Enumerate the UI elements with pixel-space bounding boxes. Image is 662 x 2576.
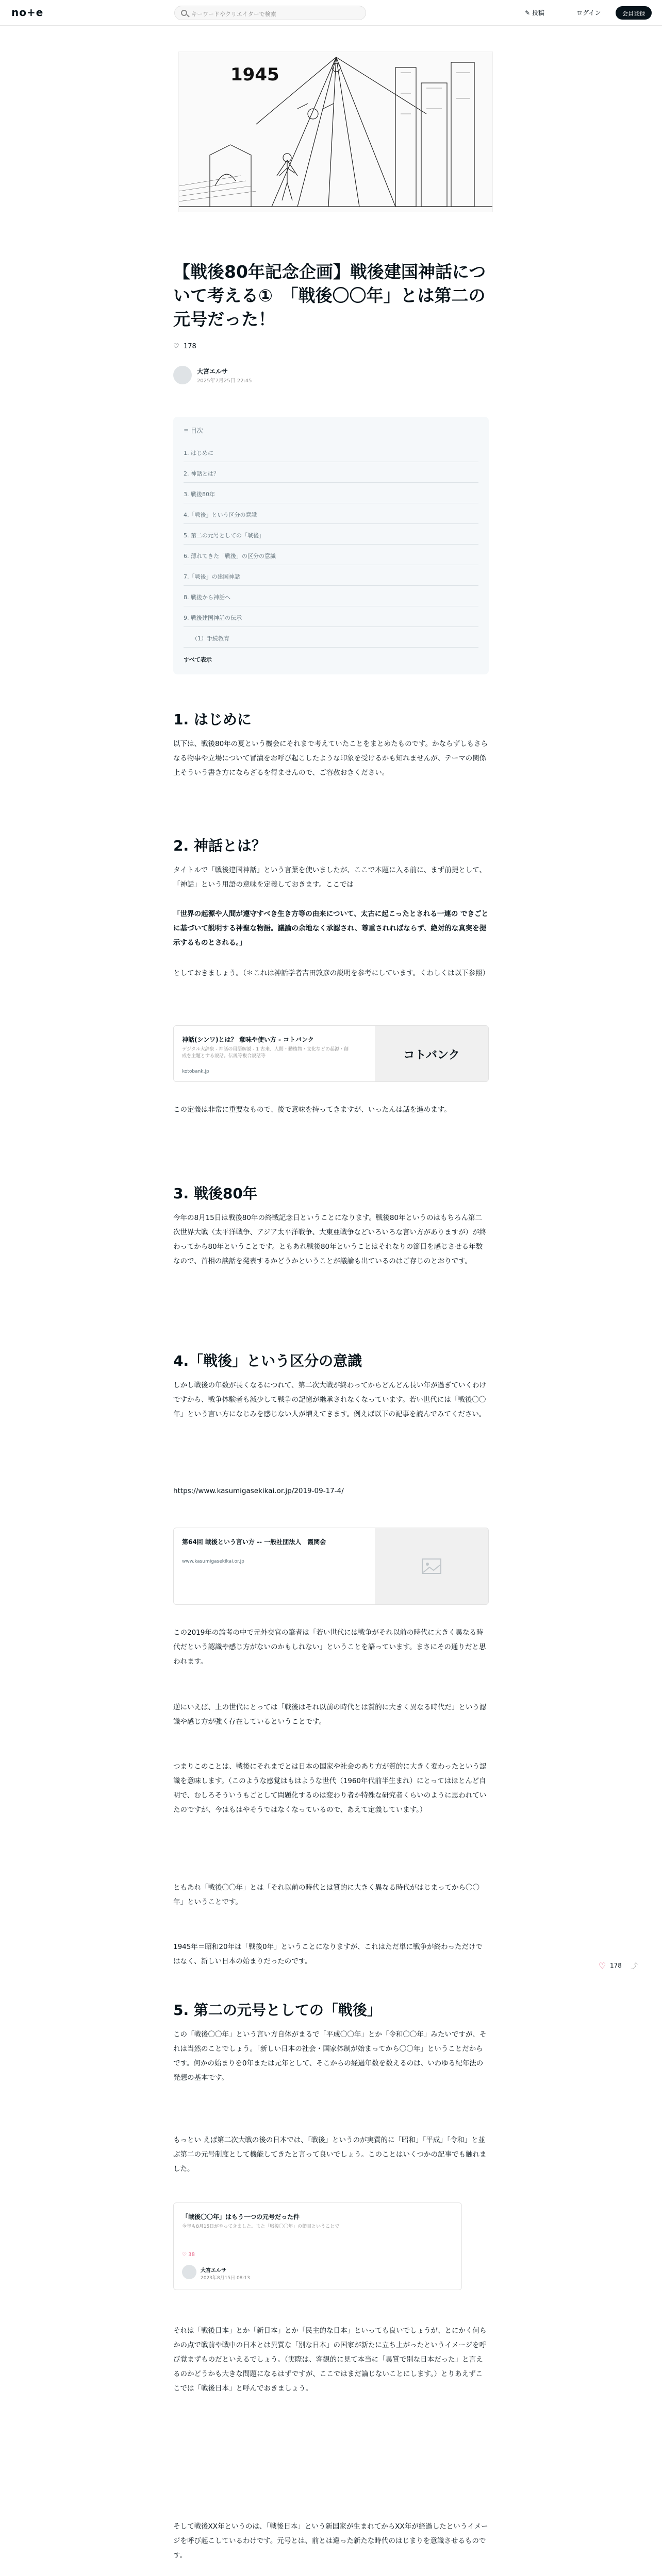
paragraph: ともあれ「戦後〇〇年」とは「それ以前の時代とは質的に大きく異なる時代がはじまってから〇〇年」ということです。	[173, 1884, 479, 1906]
avatar	[182, 2265, 196, 2279]
post-button[interactable]	[525, 8, 544, 17]
toc-heading	[184, 426, 203, 435]
publish-date: 2025年7月25日 22:45	[197, 378, 252, 384]
paragraph: としておきましょう。（＊これは神話学者吉田敦彦の説明を参考にしています。くわしくは以下参照）	[173, 969, 490, 977]
paragraph: この「戦後〇〇年」という言い方自体がまるで「平成〇〇年」とか「令和〇〇年」みたいですが、それは当然のことでしょう。「新しい日本の社会・国家体制が始まってから〇〇年」ということだからです。何かの始まりを0年または元年として、そこからの経過年数を数えるのは、いわゆる紀年法の発想の基本です。	[173, 2030, 487, 2082]
paragraph: つまりこのことは、戦後にそれまでとは日本の国家や社会のあり方が質的に大きく変わったという認識を意味します。（このような感覚はもはような世代（1960年代前半生まれ）にとってはほとんど自明で、むしろそういうもごとして問題化するのは変わり者か特殊な研究者くらいのように思われていたのですが、今はもはやそうではなくなっているので、あえて定義しています。）	[173, 1762, 487, 1814]
section-heading: 5. 第二の元号としての「戦後」	[173, 2002, 382, 2019]
post-label: 投稿	[532, 9, 544, 16]
paragraph: そして戦後XX年というのは、「戦後日本」という新国家が生まれてからXX年が経過したというイメージを呼び起こしているわけです。元号とは、前とは違った新たな時代のはじまりを意識させるものです。	[173, 2522, 488, 2560]
signup-button[interactable]: 会員登録	[616, 6, 652, 20]
image-placeholder-icon	[375, 1528, 488, 1605]
embed-like-count: 38	[188, 2252, 195, 2258]
paragraph: 逆にいえば、上の世代にとっては「戦後はそれ以前の時代とは質的に大きく異なる時代だ」という認識や感じ方が強く存在しているということです。	[173, 1703, 487, 1726]
embed-likes	[182, 2252, 195, 2258]
paragraph: しかし戦後の年数が長くなるにつれて、第二次大戦が終わってからどんどん長い年が過ぎていくわけですから、戦争体験者も減少して戦争の記憶が継承されなくなっています。若い世代には「戦後〇〇年」という言い方になじみを感じない人が増えてきます。例えば以下の記事を読んでみてください。	[173, 1381, 486, 1418]
toc-show-all-button[interactable]: すべて表示	[184, 656, 212, 663]
like-count: 178	[610, 1962, 622, 1969]
link-card-description: デジタル大辞泉 - 神話の用語解説 - 1 古来、人間・動植物・文化などの起源・創成を主題とする説話。伝説等複合説話等	[182, 1047, 349, 1059]
top-bar	[0, 0, 662, 26]
share-icon[interactable]: ⤴	[631, 1962, 638, 1971]
link-card[interactable]	[173, 1025, 489, 1082]
search-placeholder: キーワードやクリエイターで検索	[191, 11, 276, 18]
hero-image	[178, 52, 493, 212]
toc-heading-label: 目次	[190, 427, 203, 434]
embed-description: 今年も8月15日がやってきました。また「戦後〇〇年」の節目ということで	[182, 2224, 340, 2229]
heart-icon[interactable]: ♡	[599, 1961, 606, 1971]
toc-item[interactable]: （1）手続教育	[184, 627, 478, 648]
embed-title: 「戦後〇〇年」はもう一つの元号だった件	[182, 2213, 300, 2221]
floating-like-bar	[597, 1958, 658, 1973]
toc-item[interactable]: 8. 戦後から神話へ	[184, 586, 478, 606]
embed-date: 2023年8月15日 08:13	[201, 2276, 250, 2281]
heart-icon: ♡	[182, 2252, 187, 2258]
section-heading: 2. 神話とは？	[173, 837, 266, 854]
article-likes[interactable]	[173, 343, 489, 350]
link-card-thumbnail	[375, 1528, 488, 1604]
hero-year-text: 1945	[230, 64, 279, 85]
link-card-title: 神話(シンワ)とは？ 意味や使い方 - コトバンク	[182, 1036, 314, 1043]
note-logo[interactable]: no+e	[11, 6, 44, 19]
link-card[interactable]	[173, 1528, 489, 1605]
paragraph: 「世界の起源や人間が遵守すべき生き方等の由来について、太古に起こったとされる一連の できごとに基づいて説明する神聖な物語。議論の余地なく承認され、尊重されればならず、絶対的な真実を提示するものとされる。」	[173, 910, 489, 947]
toc-item[interactable]: 3. 戦後80年	[184, 483, 478, 503]
paragraph: もっとい えば第二次大戦の後の日本では、「戦後」というのが実質的に「昭和」「平成」「令和」と並ぶ第二の元号制度として機能してきたと言って良いでしょう。このことはいくつかの記事でも触れました。	[173, 2136, 487, 2173]
article-title: 【戦後80年記念企画】戦後建国神話について考える① 「戦後〇〇年」とは第二の元号だった！	[173, 262, 486, 329]
toc-item[interactable]: 2. 神話とは？	[184, 462, 478, 483]
toc-item[interactable]: 5. 第二の元号としての「戦後」	[184, 524, 478, 545]
author-name[interactable]: 大宮エルサ	[197, 368, 228, 375]
toc-item[interactable]: 4.「戦後」という区分の意識	[184, 503, 478, 524]
list-icon: ≡	[184, 427, 189, 434]
pencil-icon: ✎	[525, 9, 531, 16]
paragraph: 今年の8月15日は戦後80年の終戦記念日ということになります。戦後80年というのはもちろん第二次世界大戦（太平洋戦争、アジア太平洋戦争、大東亜戦争などいろいろな言い方がありますが）が終わってから80年ということです。ともあれ戦後80年ということはそれなりの節目を感じさせる年数なので、首相の談話を発表するかどうかということが議論も出ているのはご存じのとおりです。	[173, 1214, 486, 1265]
paragraph: 以下は、戦後80年の夏という機会にそれまで考えていたことをまとめたものです。かならずしもさらなる物事や立場について冒瀆をお呼び起こしたような印象を受けるかも知れませんが、テーマの関係上そういう書き方にならざるを得ませんので、ご容赦おきください。	[173, 740, 488, 777]
toc-item[interactable]: 6. 薄れてきた「戦後」の区分の意識	[184, 545, 478, 565]
paragraph: この2019年の論考の中で元外交官の筆者は「若い世代には戦争がそれ以前の時代に大きく異なる時代だという認識や感じ方がないのかもしれない」ということを語っています。まさにその通りだと思われます。	[173, 1629, 486, 1666]
heart-icon: ♡	[173, 343, 179, 350]
paragraph: この定義は非常に重要なもので、後で意味を持ってきますが、いったんは話を進めます。	[173, 1106, 451, 1114]
toc-item[interactable]: 7.「戦後」の建国神話	[184, 565, 478, 586]
search-icon	[181, 10, 187, 16]
section-heading: 1. はじめに	[173, 711, 252, 728]
login-button[interactable]: ログイン	[576, 9, 601, 16]
link-card-url: www.kasumigasekikai.or.jp	[182, 1559, 244, 1564]
section-heading: 4.「戦後」という区分の意識	[173, 1352, 362, 1369]
toc-item[interactable]: 1. はじめに	[184, 442, 478, 462]
paragraph: 1945年＝昭和20年は「戦後0年」ということになりますが、これはただ単に戦争が終わっただけではなく、新しい日本の始まりだったのです。	[173, 1943, 483, 1965]
link-card-thumbnail: コトバンク	[375, 1026, 488, 1081]
embedded-note-card[interactable]	[173, 2202, 462, 2290]
avatar[interactable]	[173, 366, 192, 384]
paragraph: タイトルで「戦後建国神話」という言葉を使いましたが、ここで本題に入る前に、まず前提として、「神話」という用語の意味を定義しておきます。ここでは	[173, 866, 486, 889]
hero-sketch	[179, 52, 493, 212]
toc-item[interactable]: 9. 戦後建国神話の伝承	[184, 606, 478, 627]
table-of-contents	[173, 417, 489, 674]
embed-author: 大宮エルサ	[201, 2268, 226, 2274]
link-card-url: kotobank.jp	[182, 1069, 209, 1074]
like-count: 178	[183, 343, 196, 350]
paragraph: それは「戦後日本」とか「新日本」とか「民主的な日本」といっても良いでしょうが、とにかく何らかの点で戦前や戦中の日本とは異質な「別な日本」の国家が新たに立ち上がったというイメージを呼び覚まずものだといえるでしょう。（実際は、客観的に見て本当に「異質で別な日本だった」と言えるのかどうかも大きな問題になるはずですが、ここではまだ論じないことにします。）とりあえずここでは「戦後日本」と呼んでおきましょう。	[173, 2327, 487, 2393]
section-heading: 3. 戦後80年	[173, 1185, 257, 1202]
search-input[interactable]	[174, 6, 366, 20]
external-link[interactable]: https://www.kasumigasekikai.or.jp/2019-09-17-4/	[173, 1487, 344, 1495]
link-card-title: 第64回 戦後という言い方 -- 一般社団法人 霞関会	[182, 1538, 326, 1546]
